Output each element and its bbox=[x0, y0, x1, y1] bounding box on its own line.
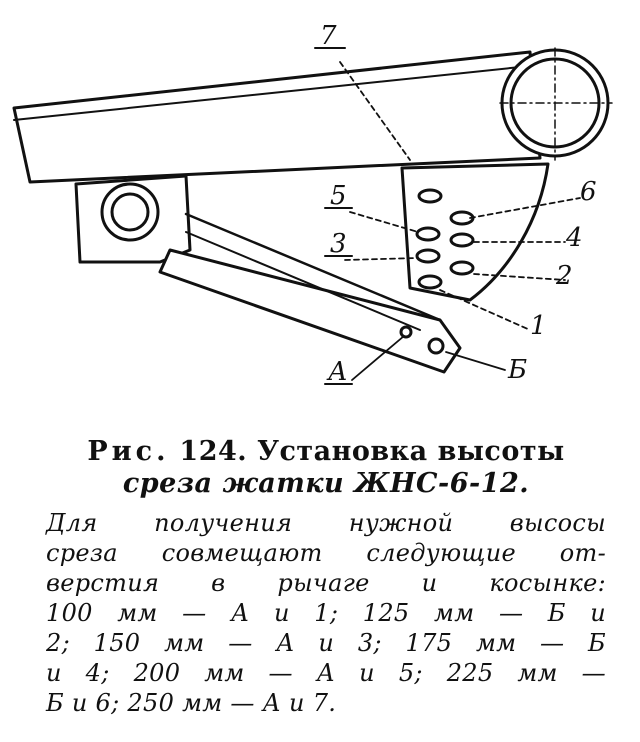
label-2: 2 bbox=[556, 261, 573, 291]
left-bracket bbox=[76, 176, 190, 262]
caption-line: и 4; 200 мм — А и 5; 225 мм — bbox=[46, 659, 606, 687]
leader-1 bbox=[440, 290, 530, 330]
label-3: 3 bbox=[330, 229, 347, 259]
caption-number: 124. bbox=[179, 436, 248, 467]
gusset-plate bbox=[402, 164, 548, 300]
caption-line: 100 мм — А и 1; 125 мм — Б и bbox=[46, 599, 606, 627]
caption-title-line2: среза жатки ЖНС-6-12. bbox=[122, 468, 530, 499]
label-4: 4 bbox=[566, 223, 583, 253]
label-A: А bbox=[328, 357, 348, 387]
label-1: 1 bbox=[530, 311, 547, 341]
caption-prefix: Рис. bbox=[87, 436, 170, 467]
label-7: 7 bbox=[320, 21, 337, 51]
label-5: 5 bbox=[330, 181, 347, 211]
caption-line: Для получения нужной высосы bbox=[46, 509, 606, 537]
figure-caption bbox=[46, 436, 606, 718]
caption-title-text: Установка высоты bbox=[257, 436, 565, 467]
caption-line: Б и 6; 250 мм — А и 7. bbox=[46, 689, 337, 717]
beam bbox=[14, 52, 540, 182]
caption-body bbox=[46, 508, 606, 718]
caption-title bbox=[46, 436, 606, 500]
label-6: 6 bbox=[580, 177, 597, 207]
leader-B bbox=[446, 352, 505, 370]
caption-line: верстия в рычаге и косынке: bbox=[46, 569, 606, 597]
caption-line: среза совмещают следующие от- bbox=[46, 539, 606, 567]
caption-line: 2; 150 мм — А и 3; 175 мм — Б bbox=[46, 629, 606, 657]
label-B: Б bbox=[508, 355, 528, 385]
